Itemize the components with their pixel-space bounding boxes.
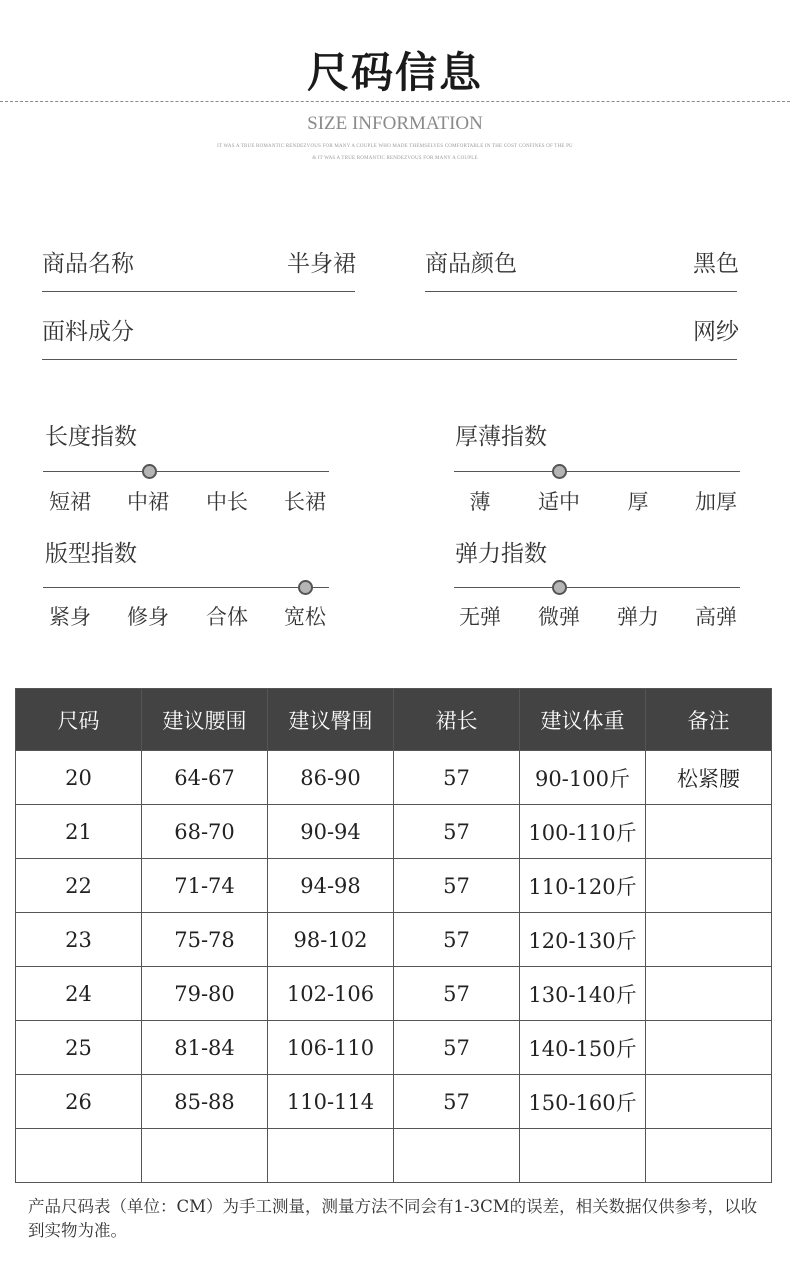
table-cell: 130-140斤 bbox=[520, 967, 646, 1021]
table-cell: 94-98 bbox=[268, 859, 394, 913]
page-title: 尺码信息 bbox=[306, 48, 483, 97]
table-cell: 25 bbox=[16, 1021, 142, 1075]
table-cell: 86-90 bbox=[268, 751, 394, 805]
fit-index-marker bbox=[298, 580, 313, 595]
table-row bbox=[16, 751, 772, 805]
table-cell: 24 bbox=[16, 967, 142, 1021]
decorative-text-line-1: IT WAS A TRUE ROMANTIC RENDEZVOUS FOR MANY A COUPLE WHO MADE THEMSELVES COMFORTABLE IN THE COST CONFINES OF THE PU bbox=[217, 144, 573, 149]
table-row bbox=[16, 913, 772, 967]
fit-option: 合体 bbox=[206, 605, 248, 629]
elasticity-option: 微弹 bbox=[538, 605, 580, 629]
table-cell: 57 bbox=[394, 967, 520, 1021]
fit-option: 修身 bbox=[127, 605, 169, 629]
table-cell bbox=[646, 967, 772, 1021]
table-header-cell: 建议腰围 bbox=[142, 689, 268, 751]
table-cell: 57 bbox=[394, 805, 520, 859]
fabric-label: 面料成分 bbox=[42, 319, 134, 345]
length-index-track bbox=[43, 471, 329, 472]
product-color-value: 黑色 bbox=[693, 251, 739, 277]
table-cell: 21 bbox=[16, 805, 142, 859]
fabric-underline bbox=[42, 359, 737, 360]
table-header-cell: 裙长 bbox=[394, 689, 520, 751]
dashed-divider bbox=[0, 101, 790, 102]
table-cell: 85-88 bbox=[142, 1075, 268, 1129]
elasticity-option: 弹力 bbox=[617, 605, 659, 629]
table-cell: 71-74 bbox=[142, 859, 268, 913]
length-option: 中裙 bbox=[127, 490, 169, 514]
table-row bbox=[16, 859, 772, 913]
length-option: 短裙 bbox=[49, 490, 91, 514]
thickness-option: 薄 bbox=[469, 490, 491, 514]
table-header-cell: 尺码 bbox=[16, 689, 142, 751]
table-header-row bbox=[16, 689, 772, 751]
length-option: 长裙 bbox=[284, 490, 326, 514]
table-cell: 57 bbox=[394, 751, 520, 805]
table-cell: 150-160斤 bbox=[520, 1075, 646, 1129]
length-option: 中长 bbox=[206, 490, 248, 514]
table-cell: 81-84 bbox=[142, 1021, 268, 1075]
table-cell bbox=[646, 1129, 772, 1183]
elasticity-option: 高弹 bbox=[695, 605, 737, 629]
fit-option: 宽松 bbox=[284, 605, 326, 629]
thickness-option: 厚 bbox=[627, 490, 649, 514]
table-cell: 57 bbox=[394, 913, 520, 967]
table-cell: 57 bbox=[394, 859, 520, 913]
table-cell bbox=[394, 1129, 520, 1183]
thickness-index-marker bbox=[552, 464, 567, 479]
table-cell: 140-150斤 bbox=[520, 1021, 646, 1075]
table-cell: 64-67 bbox=[142, 751, 268, 805]
product-name-value: 半身裙 bbox=[287, 251, 356, 277]
table-cell: 90-94 bbox=[268, 805, 394, 859]
thickness-option: 加厚 bbox=[695, 490, 737, 514]
table-cell: 98-102 bbox=[268, 913, 394, 967]
product-color-underline bbox=[425, 291, 737, 292]
table-cell bbox=[268, 1129, 394, 1183]
table-cell bbox=[646, 1075, 772, 1129]
table-cell bbox=[646, 913, 772, 967]
thickness-option: 适中 bbox=[538, 490, 580, 514]
fit-option: 紧身 bbox=[49, 605, 91, 629]
size-table bbox=[15, 688, 772, 1183]
product-name-underline bbox=[42, 291, 355, 292]
table-cell: 120-130斤 bbox=[520, 913, 646, 967]
table-cell: 102-106 bbox=[268, 967, 394, 1021]
table-cell bbox=[646, 1021, 772, 1075]
table-header-cell: 建议臀围 bbox=[268, 689, 394, 751]
thickness-index-title: 厚薄指数 bbox=[455, 424, 547, 450]
elasticity-index-track bbox=[454, 587, 740, 588]
table-header-cell: 建议体重 bbox=[520, 689, 646, 751]
thickness-index-track bbox=[454, 471, 740, 472]
table-cell: 松紧腰 bbox=[646, 751, 772, 805]
product-name-label: 商品名称 bbox=[42, 251, 134, 277]
table-cell: 57 bbox=[394, 1021, 520, 1075]
table-cell: 22 bbox=[16, 859, 142, 913]
product-color-label: 商品颜色 bbox=[425, 251, 517, 277]
table-cell: 100-110斤 bbox=[520, 805, 646, 859]
fabric-value: 网纱 bbox=[693, 319, 739, 345]
table-row bbox=[16, 1021, 772, 1075]
fit-index-title: 版型指数 bbox=[45, 541, 137, 567]
table-cell: 57 bbox=[394, 1075, 520, 1129]
table-cell: 26 bbox=[16, 1075, 142, 1129]
table-cell: 110-120斤 bbox=[520, 859, 646, 913]
table-cell: 106-110 bbox=[268, 1021, 394, 1075]
table-cell bbox=[142, 1129, 268, 1183]
table-row bbox=[16, 1129, 772, 1183]
length-index-title: 长度指数 bbox=[45, 424, 137, 450]
table-cell: 75-78 bbox=[142, 913, 268, 967]
decorative-text-line-2: & IT WAS A TRUE ROMANTIC RENDEZVOUS FOR MANY A COUPLE bbox=[312, 156, 478, 161]
table-header-cell: 备注 bbox=[646, 689, 772, 751]
fit-index-track bbox=[43, 587, 329, 588]
table-cell: 20 bbox=[16, 751, 142, 805]
table-cell: 79-80 bbox=[142, 967, 268, 1021]
table-row bbox=[16, 805, 772, 859]
table-cell bbox=[520, 1129, 646, 1183]
table-cell: 23 bbox=[16, 913, 142, 967]
table-cell bbox=[646, 805, 772, 859]
elasticity-option: 无弹 bbox=[459, 605, 501, 629]
table-row bbox=[16, 1075, 772, 1129]
table-cell: 110-114 bbox=[268, 1075, 394, 1129]
table-cell: 90-100斤 bbox=[520, 751, 646, 805]
measurement-note: 产品尺码表（单位：CM）为手工测量，测量方法不同会有1-3CM的误差，相关数据仅供参考，以收到实物为准。 bbox=[28, 1197, 758, 1240]
table-cell bbox=[646, 859, 772, 913]
elasticity-index-title: 弹力指数 bbox=[455, 541, 547, 567]
table-row bbox=[16, 967, 772, 1021]
table-cell: 68-70 bbox=[142, 805, 268, 859]
length-index-marker bbox=[142, 464, 157, 479]
table-cell bbox=[16, 1129, 142, 1183]
elasticity-index-marker bbox=[552, 580, 567, 595]
page-subtitle: SIZE INFORMATION bbox=[307, 113, 483, 134]
